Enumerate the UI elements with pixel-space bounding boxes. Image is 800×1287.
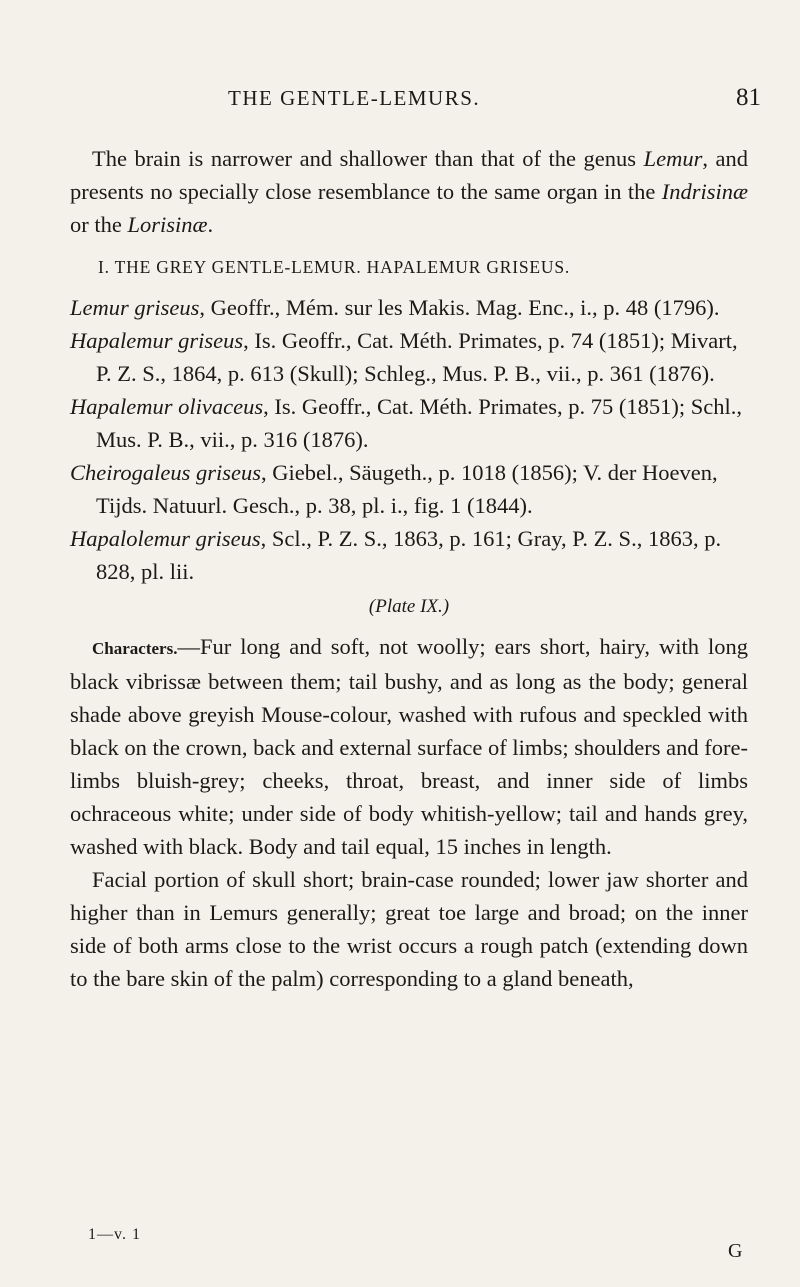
printer-signature: 1—v. 1 [88,1226,141,1243]
synonym-name: Cheirogaleus griseus [70,460,262,485]
page-number: 81 [736,84,761,111]
synonym-entry [70,522,748,588]
facial-paragraph: Facial portion of skull short; brain-case rounded; lower jaw shorter and higher than in Lemurs generally; great toe large and broad; on the inner side of both arms close to the wrist occurs a rough patch (extending down to the bare skin of the palm) corresponding to a gland beneath, [70,867,748,991]
synonym-name: Hapalemur olivaceus [70,394,264,419]
synonym-name: Hapalemur griseus [70,328,244,353]
synonym-reference: , Giebel., Säugeth., p. 1018 (1856); V. der Hoeven, Tijds. Natuurl. Gesch., p. 38, pl. i., fig. 1 (1844). [96,460,718,518]
page-body [70,142,748,995]
synonym-entry [70,456,748,522]
running-title: THE GENTLE-LEMURS. [228,86,481,110]
characters-label: Characters. [92,639,178,658]
synonym-name: Lemur griseus [70,295,200,320]
synonym-reference: , Is. Geoffr., Cat. Méth. Primates, p. 74 (1851); Mivart, P. Z. S., 1864, p. 613 (Skull); Schleg., Mus. P. B., vii., p. 361 (1876). [96,328,738,386]
synonym-entry [70,324,748,390]
genus-name: Lemur [643,146,703,171]
synonym-reference: , Geoffr., Mém. sur les Makis. Mag. Enc., i., p. 48 (1796). [199,295,720,320]
group-name: Lorisinæ [127,212,208,237]
intro-paragraph: The brain is narrower and shallower than that of the genus Lemur, and presents no specially close resemblance to the same organ in the Indrisinæ or the Lorisinæ. [70,146,748,237]
synonym-reference: , Scl., P. Z. S., 1863, p. 161; Gray, P. Z. S., 1863, p. 828, pl. lii. [96,526,722,584]
page-header [0,84,800,120]
plate-reference: (Plate IX.) [368,596,450,617]
synonym-name: Hapalolemur griseus [70,526,261,551]
characters-text: —Fur long and soft, not woolly; ears short, hairy, with long black vibrissæ between them; tail bushy, and as long as the body; general shade above greyish Mouse-colour, washed with rufous and speckled with black on the crown, back and external surface of limbs; shoulders and fore-limbs bluish-grey; cheeks, throat, breast, and inner side of limbs ochraceous white; under side of body whitish-yellow; tail and hands grey, washed with black. Body and tail equal, 15 inches in length. [70,634,748,859]
synonym-reference: , Is. Geoffr., Cat. Méth. Primates, p. 75 (1851); Schl., Mus. P. B., vii., p. 316 (1876). [96,394,742,452]
synonym-entry [70,390,748,456]
synonymy-list [70,291,748,588]
section-heading: I. THE GREY GENTLE-LEMUR. HAPALEMUR GRISEUS. [98,257,571,277]
synonym-entry [70,291,748,324]
page-footer [0,1226,800,1266]
group-name: Indrisinæ [661,179,748,204]
signature-letter: G [728,1240,743,1262]
characters-paragraph [70,630,748,863]
